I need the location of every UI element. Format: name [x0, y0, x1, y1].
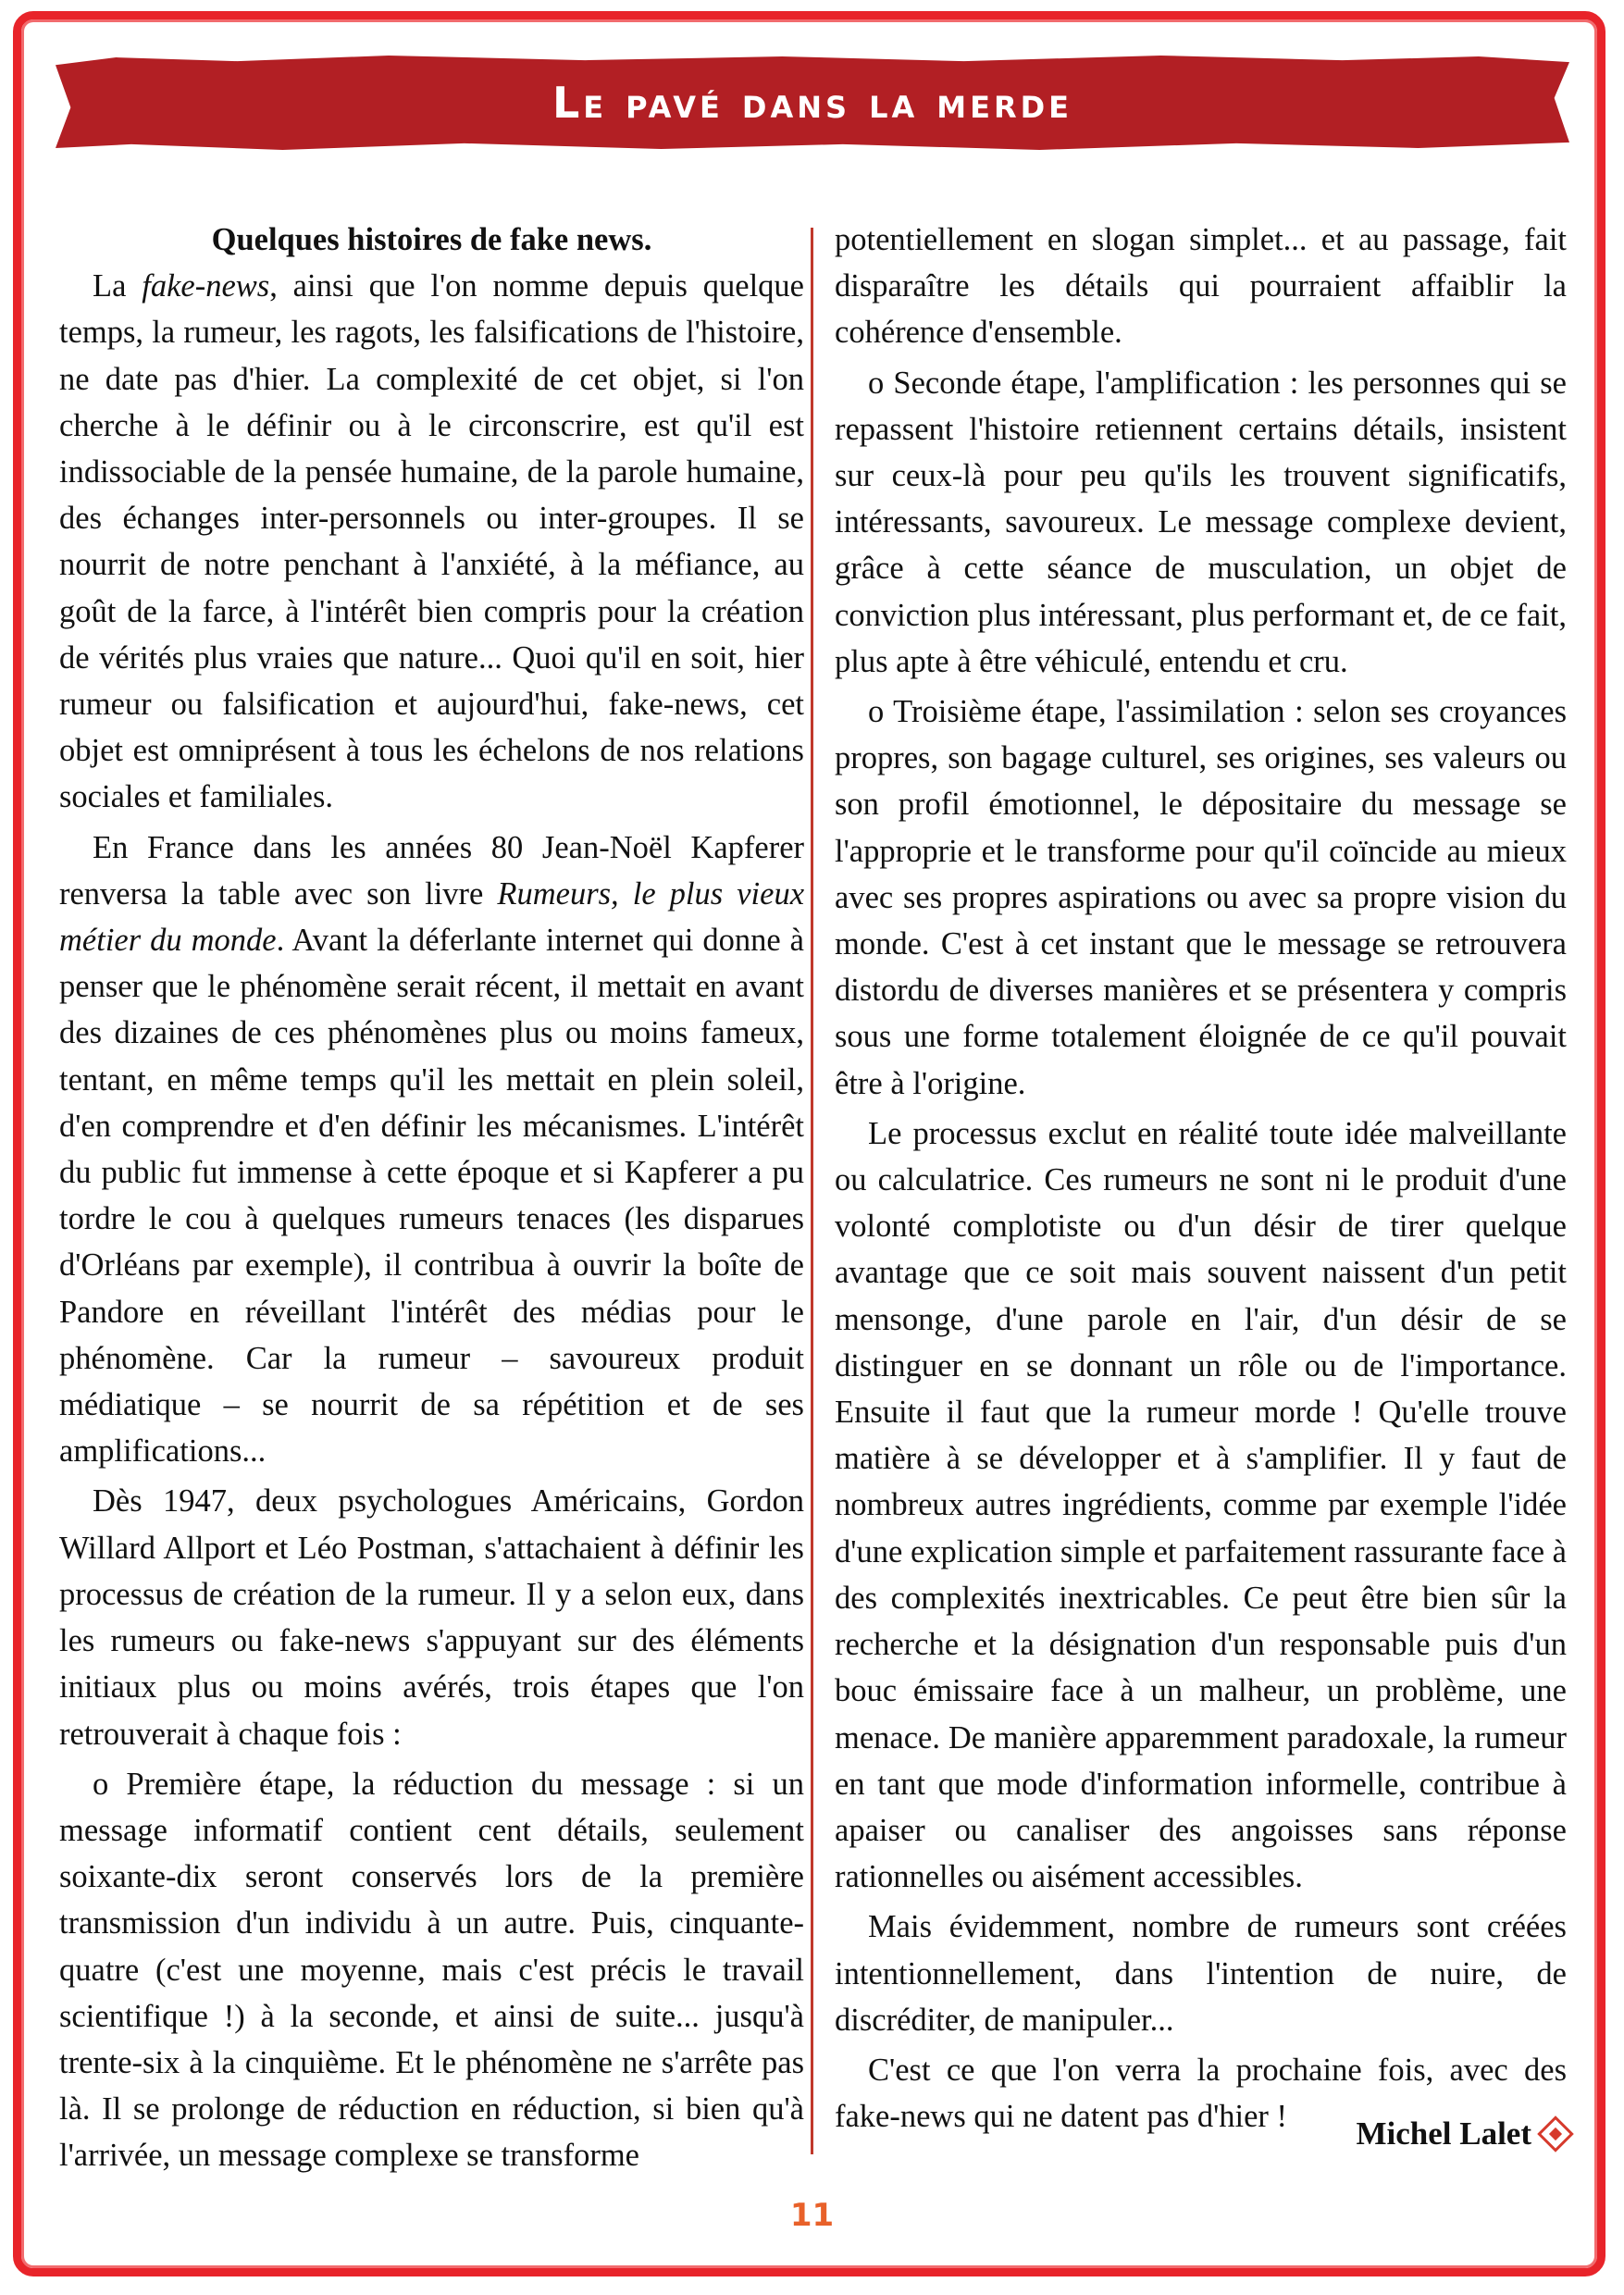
- paragraph: Mais évidemment, nombre de rumeurs sont créées intentionnellement, dans l'intention de nuire, de discréditer, de manipuler...: [835, 1909, 1567, 2038]
- paragraph: o Troisième étape, l'assimilation : selon ses croyances propres, son bagage culturel, ses origines, ses valeurs ou son profil émotionnel, le dépositaire du message se l'approprie et le transforme pour qu'il coïncide au mieux avec ses propres aspirations ou avec sa propre vision du monde. C'est à cet instant que le message se retrouvera distordu de diverses manières et se présentera y compris sous une forme totalement éloignée de ce qu'il pouvait être à l'origine.: [835, 694, 1567, 1101]
- section-title: Le pavé dans la merde: [552, 78, 1073, 128]
- column-divider: [811, 228, 813, 2154]
- paragraph: o Première étape, la réduction du message : si un message informatif contient cent détails, seulement soixante-dix seront conservés lors de la première transmission d'un individu à un autre. Puis, cinquante-quatre (c'est une moyenne, mais c'est précis le travail scientifique !) à la seconde, et ainsi de suite... jusqu'à trente-six à la cinquième. Et le phénomène ne s'arrête pas là. Il se prolonge de réduction en réduction, si bien qu'à l'arrivée, un message complexe se transforme: [59, 1766, 804, 2174]
- paragraph: C'est ce que l'on verra la prochaine fois, avec des fake-news qui ne datent pas d'hier !: [835, 2052, 1567, 2135]
- end-diamond-icon: [1537, 2115, 1574, 2152]
- article-title: Quelques histoires de fake news.: [211, 222, 652, 257]
- paragraph: La fake-news, ainsi que l'on nomme depuis quelque temps, la rumeur, les ragots, les falsifications de l'histoire, ne date pas d'hier. La complexité de cet objet, si l'on cherche à le définir ou à le circonscrire, est qu'il est indissociable de la pensée humaine, de la parole humaine, des échanges inter-personnels ou inter-groupes. Il se nourrit de notre penchant à l'anxiété, à la méfiance, au goût de la farce, à l'intérêt bien compris pour la création de vérités plus vraies que nature... Quoi qu'il en soit, hier rumeur ou falsification et aujourd'hui, fake-news, cet objet est omniprésent à tous les échelons de nos relations sociales et familiales.: [59, 268, 804, 815]
- author-signature: [1356, 2115, 1568, 2152]
- paragraph: o Seconde étape, l'amplification : les personnes qui se repassent l'histoire retiennent certains détails, insistent sur ceux-là pour peu qu'ils les trouvent significatifs, intéressants, savoureux. Le message complexe devient, grâce à cette séance de musculation, un objet de conviction plus intéressant, plus performant et, de ce fait, plus apte à être véhiculé, entendu et cru.: [835, 365, 1567, 679]
- page-number: 11: [789, 2197, 835, 2234]
- article-column-left: [59, 217, 804, 2183]
- article-column-right: [835, 217, 1567, 2143]
- paragraph: Dès 1947, deux psychologues Américains, Gordon Willard Allport et Léo Postman, s'attachaient à définir les processus de création de la rumeur. Il y a selon eux, dans les rumeurs ou fake-news s'appuyant sur des éléments initiaux plus ou moins avérés, trois étapes que l'on retrouverait à chaque fois :: [59, 1483, 804, 1752]
- paragraph: potentiellement en slogan simplet... et au passage, fait disparaître les détails qui pourraient affaiblir la cohérence d'ensemble.: [835, 222, 1567, 351]
- paragraph: Le processus exclut en réalité toute idée malveillante ou calculatrice. Ces rumeurs ne sont ni le produit d'une volonté complotiste ou d'un désir de tirer quelque avantage que ce soit mais souvent naissent d'un petit mensonge, d'une parole en l'air, d'un désir de se distinguer en se donnant un rôle ou de l'importance. Ensuite il faut que la rumeur morde ! Qu'elle trouve matière à se développer et à s'amplifier. Il y faut de nombreux autres ingrédients, comme par exemple l'idée d'une explication simple et parfaitement rassurante face à des complexités inextricables. Ce peut être bien sûr la recherche et la désignation d'un responsable puis d'un bouc émissaire face à un malheur, un problème, une menace. De manière apparemment paradoxale, la rumeur en tant que mode d'information informelle, contribue à apaiser ou canaliser des angoisses sans réponse rationnelles ou aisément accessibles.: [835, 1115, 1567, 1895]
- paragraph: En France dans les années 80 Jean-Noël Kapferer renversa la table avec son livre Rumeurs, le plus vieux métier du monde. Avant la déferlante internet qui donne à penser que le phénomène serait récent, il mettait en avant des dizaines de ces phénomènes plus ou moins fameux, tentant, en même temps qu'il les mettait en plein soleil, d'en comprendre et d'en définir les mécanismes. L'intérêt du public fut immense à cette époque et si Kapferer a pu tordre le cou à quelques rumeurs tenaces (les disparues d'Orléans par exemple), il contribua à ouvrir la boîte de Pandore en réveillant l'intérêt des médias pour le phénomène. Car la rumeur – savoureux produit médiatique – se nourrit de sa répétition et de ses amplifications...: [59, 829, 805, 1470]
- author-name: Michel Lalet: [1356, 2115, 1531, 2152]
